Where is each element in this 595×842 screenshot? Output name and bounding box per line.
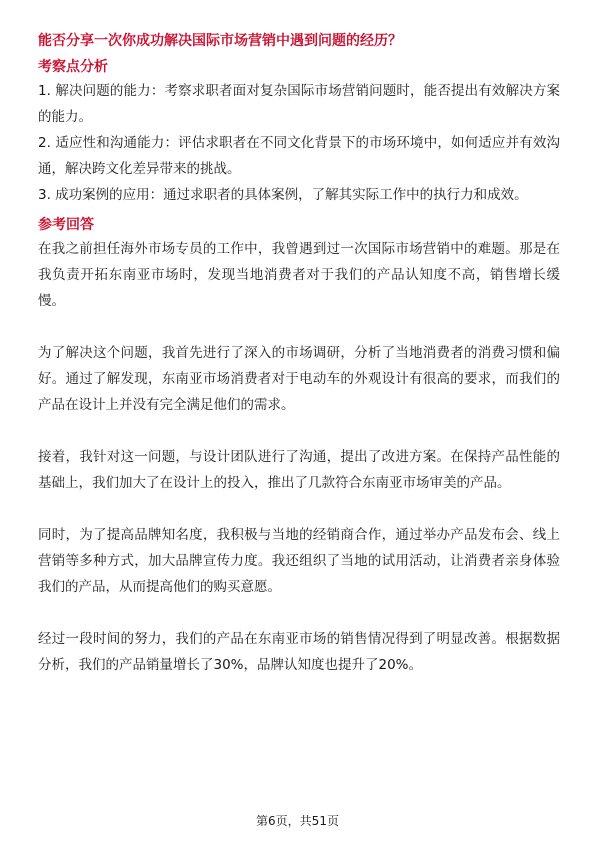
analysis-title: 考察点分析: [38, 59, 108, 75]
answer-paragraph: 接着，我针对这一问题，与设计团队进行了沟通，提出了改进方案。在保持产品性能的基础上，我们加大了在设计上的投入，推出了几款符合东南亚市场审美的产品。: [38, 449, 560, 491]
answer-paragraph: 在我之前担任海外市场专员的工作中，我曾遇到过一次国际市场营销中的难题。那是在我负责开拓东南亚市场时，发现当地消费者对于我们的产品认知度不高，销售增长缓慢。: [38, 241, 560, 309]
question-heading: 能否分享一次你成功解决国际市场营销中遇到问题的经历？: [38, 33, 402, 49]
analysis-item: 2. 适应性和沟通能力：评估求职者在不同文化背景下的市场环境中，如何适应并有效沟通，解决跨文化差异带来的挑战。: [38, 135, 560, 177]
analysis-item: 3. 成功案例的应用：通过求职者的具体案例，了解其实际工作中的执行力和成效。: [38, 187, 528, 203]
analysis-item: 1. 解决问题的能力：考察求职者面对复杂国际市场营销问题时，能否提出有效解决方案的能力。: [38, 83, 560, 125]
analysis-list: [38, 78, 560, 208]
answer-paragraph: 经过一段时间的努力，我们的产品在东南亚市场的销售情况得到了明显改善。根据数据分析，我们的产品销量增长了30%，品牌认知度也提升了20%。: [38, 631, 560, 673]
page-number: 第6页，共51页: [256, 814, 339, 828]
answer-paragraph: 为了解决这个问题，我首先进行了深入的市场调研，分析了当地消费者的消费习惯和偏好。通过了解发现，东南亚市场消费者对于电动车的外观设计有很高的要求，而我们的产品在设计上并没有完全满足他们的需求。: [38, 345, 560, 413]
answer-body: [38, 236, 560, 678]
answer-paragraph: 同时，为了提高品牌知名度，我积极与当地的经销商合作，通过举办产品发布会、线上营销等多种方式，加大品牌宣传力度。我还组织了当地的试用活动，让消费者亲身体验我们的产品，从而提高他们的购买意愿。: [38, 527, 560, 595]
document-page: [38, 30, 560, 678]
answer-title: 参考回答: [38, 217, 94, 233]
